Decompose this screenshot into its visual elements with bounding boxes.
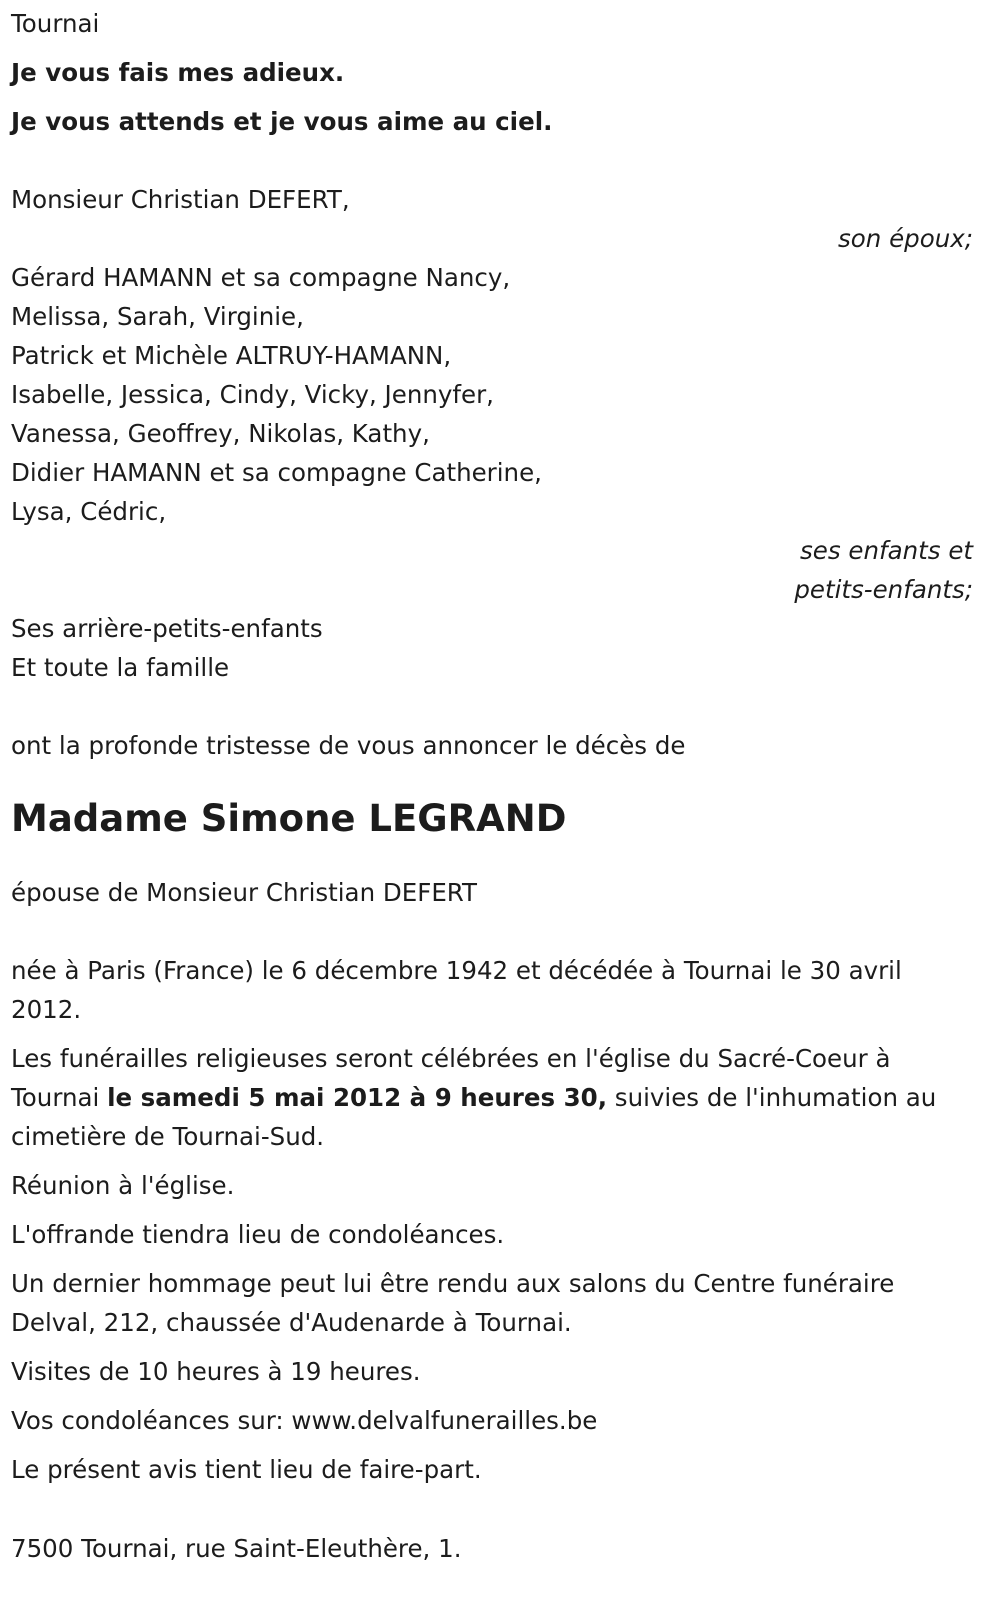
condolences-text: Vos condoléances sur: www.delvalfunerailles.be <box>11 1406 598 1435</box>
spouse-name: Monsieur Christian DEFERT, <box>11 185 350 214</box>
farewell-line-2: Je vous attends et je vous aime au ciel. <box>11 107 553 136</box>
visits-text: Visites de 10 heures à 19 heures. <box>11 1357 421 1386</box>
notice-text: Le présent avis tient lieu de faire-part. <box>11 1455 482 1484</box>
birth-death-text: née à Paris (France) le 6 décembre 1942 et décédée à Tournai le 30 avril 2012. <box>11 956 902 1024</box>
death-notice <box>11 4 973 1568</box>
funeral-paragraph <box>11 1039 973 1156</box>
children-line: Didier HAMANN et sa compagne Catherine, <box>11 458 542 487</box>
children-line: Gérard HAMANN et sa compagne Nancy, <box>11 263 511 292</box>
offering-text: L'offrande tiendra lieu de condoléances. <box>11 1220 505 1249</box>
family-line-1: Ses arrière-petits-enfants <box>11 614 323 643</box>
children-line: Patrick et Michèle ALTRUY-HAMANN, <box>11 341 452 370</box>
children-line: Lysa, Cédric, <box>11 497 167 526</box>
children-line: Isabelle, Jessica, Cindy, Vicky, Jennyfer, <box>11 380 494 409</box>
spouse-role: son époux; <box>838 224 973 253</box>
meeting-text: Réunion à l'église. <box>11 1171 235 1200</box>
funeral-date: le samedi 5 mai 2012 à 9 heures 30, <box>107 1083 608 1112</box>
farewell-line-1: Je vous fais mes adieux. <box>11 58 345 87</box>
children-role-1: ses enfants et <box>800 536 973 565</box>
family-line-2: Et toute la famille <box>11 653 230 682</box>
tribute-text: Un dernier hommage peut lui être rendu aux salons du Centre funéraire Delval, 212, chaussée d'Audenarde à Tournai. <box>11 1269 895 1337</box>
children-list <box>11 258 973 531</box>
children-line: Melissa, Sarah, Virginie, <box>11 302 304 331</box>
children-role-2: petits-enfants; <box>794 575 973 604</box>
spouse-of-text: épouse de Monsieur Christian DEFERT <box>11 878 478 907</box>
children-line: Vanessa, Geoffrey, Nikolas, Kathy, <box>11 419 430 448</box>
city-heading: Tournai <box>11 9 100 38</box>
address-text: 7500 Tournai, rue Saint-Eleuthère, 1. <box>11 1534 462 1563</box>
funeral-text-after: suivies de l'inhumation au cimetière de Tournai-Sud. <box>11 1083 937 1151</box>
funeral-text-before: Les funérailles religieuses seront célébrées en l'église du Sacré-Coeur à Tournai <box>11 1044 891 1112</box>
deceased-name: Madame Simone LEGRAND <box>11 797 567 840</box>
announcement-text: ont la profonde tristesse de vous annoncer le décès de <box>11 731 686 760</box>
